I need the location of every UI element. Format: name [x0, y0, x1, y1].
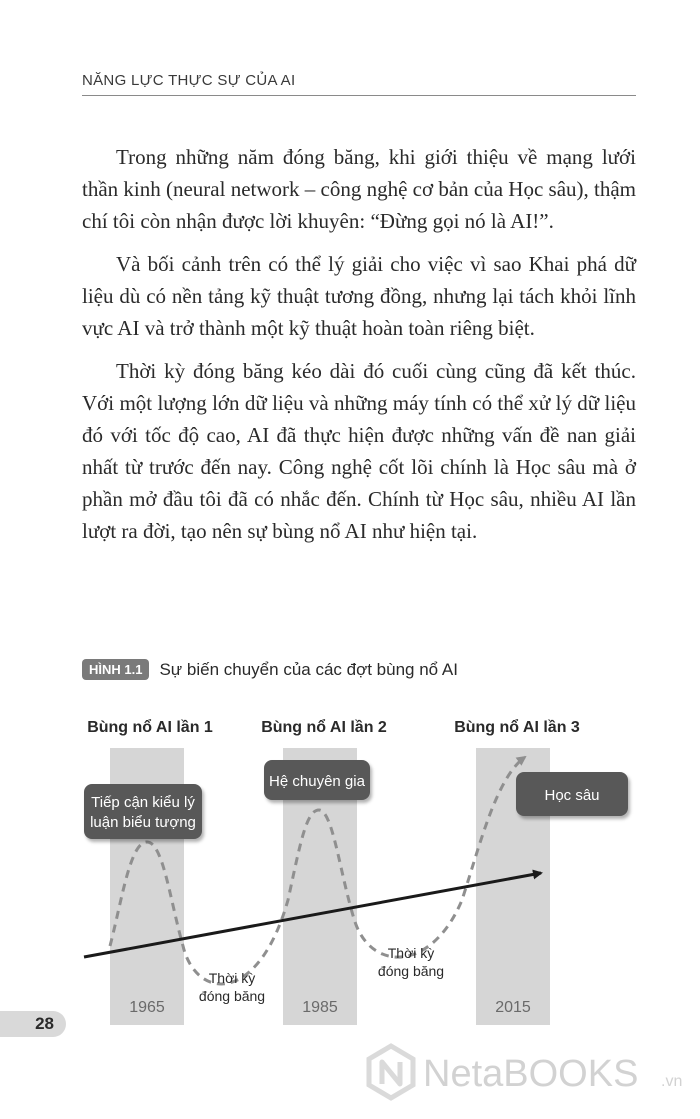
running-header: NĂNG LỰC THỰC SỰ CỦA AI: [82, 72, 296, 89]
boom-box-1: [84, 784, 202, 839]
watermark-brand-a: Neta: [423, 1053, 504, 1095]
winter-2-line-1: Thời kỳ: [387, 945, 435, 961]
watermark-brand: [423, 1053, 638, 1095]
body-text: [82, 141, 636, 558]
boom-box-2-line-1: Hệ chuyên gia: [269, 773, 365, 790]
paragraph-3: Thời kỳ đóng băng kéo dài đó cuối cùng cũng đã kết thúc. Với một lượng lớn dữ liệu và những máy tính có thể xử lý dữ liệu đó với tốc độ cao, AI đã thực hiện được những vấn đề nan giải nhất từ trước đến nay. Công nghệ cốt lõi chính là Học sâu mà ở phần mở đầu tôi đã có nhắc đến. Chính từ Học sâu, nhiều AI lần lượt ra đời, tạo nên sự bùng nổ AI như hiện tại.: [82, 359, 636, 543]
paragraph-1: Trong những năm đóng băng, khi giới thiệu về mạng lưới thần kinh (neural network – công nghệ cơ bản của Học sâu), thậm chí tôi còn nhận được lời khuyên: “Đừng gọi nó là AI!”.: [82, 145, 637, 233]
winter-1-line-2: đóng băng: [198, 988, 266, 1004]
boom-box-3: [516, 772, 628, 816]
winter-2-line-2: đóng băng: [377, 963, 445, 979]
year-label-2: 1985: [302, 999, 338, 1016]
year-label-3: 2015: [495, 999, 531, 1016]
year-label-1: 1965: [129, 999, 165, 1016]
ai-boom-diagram: [0, 700, 700, 1030]
boom-title-3: Bùng nổ AI lần 3: [454, 719, 580, 736]
page-number-tab: [0, 1011, 66, 1037]
netabooks-logo-icon: [369, 1046, 413, 1098]
boom-title-2: Bùng nổ AI lần 2: [261, 719, 387, 736]
paragraph-2: Và bối cảnh trên có thể lý giải cho việc vì sao Khai phá dữ liệu dù có nền tảng kỹ thuật tương đồng, nhưng lại tách khỏi lĩnh vực AI và trở thành một kỹ thuật hoàn toàn riêng biệt.: [82, 252, 636, 340]
figure-badge: HÌNH 1.1: [82, 659, 149, 680]
watermark-brand-b: BOOKS: [503, 1053, 639, 1095]
boom-box-1-line-2: luận biểu tượng: [90, 814, 196, 831]
winter-1-line-1: Thời kỳ: [208, 970, 256, 986]
boom-title-1: Bùng nổ AI lần 1: [87, 719, 213, 736]
netabooks-watermark: [363, 1040, 693, 1110]
figure-title: Sự biến chuyển của các đợt bùng nổ AI: [159, 659, 458, 679]
header-rule: [82, 95, 636, 96]
figure-caption: [82, 659, 458, 680]
page-number: 28: [35, 1014, 54, 1033]
boom-box-1-line-1: Tiếp cận kiểu lý: [91, 794, 195, 811]
watermark-suffix: .vn: [661, 1073, 683, 1090]
boom-box-3-line-1: Học sâu: [544, 787, 600, 804]
boom-box-2: [264, 760, 370, 800]
